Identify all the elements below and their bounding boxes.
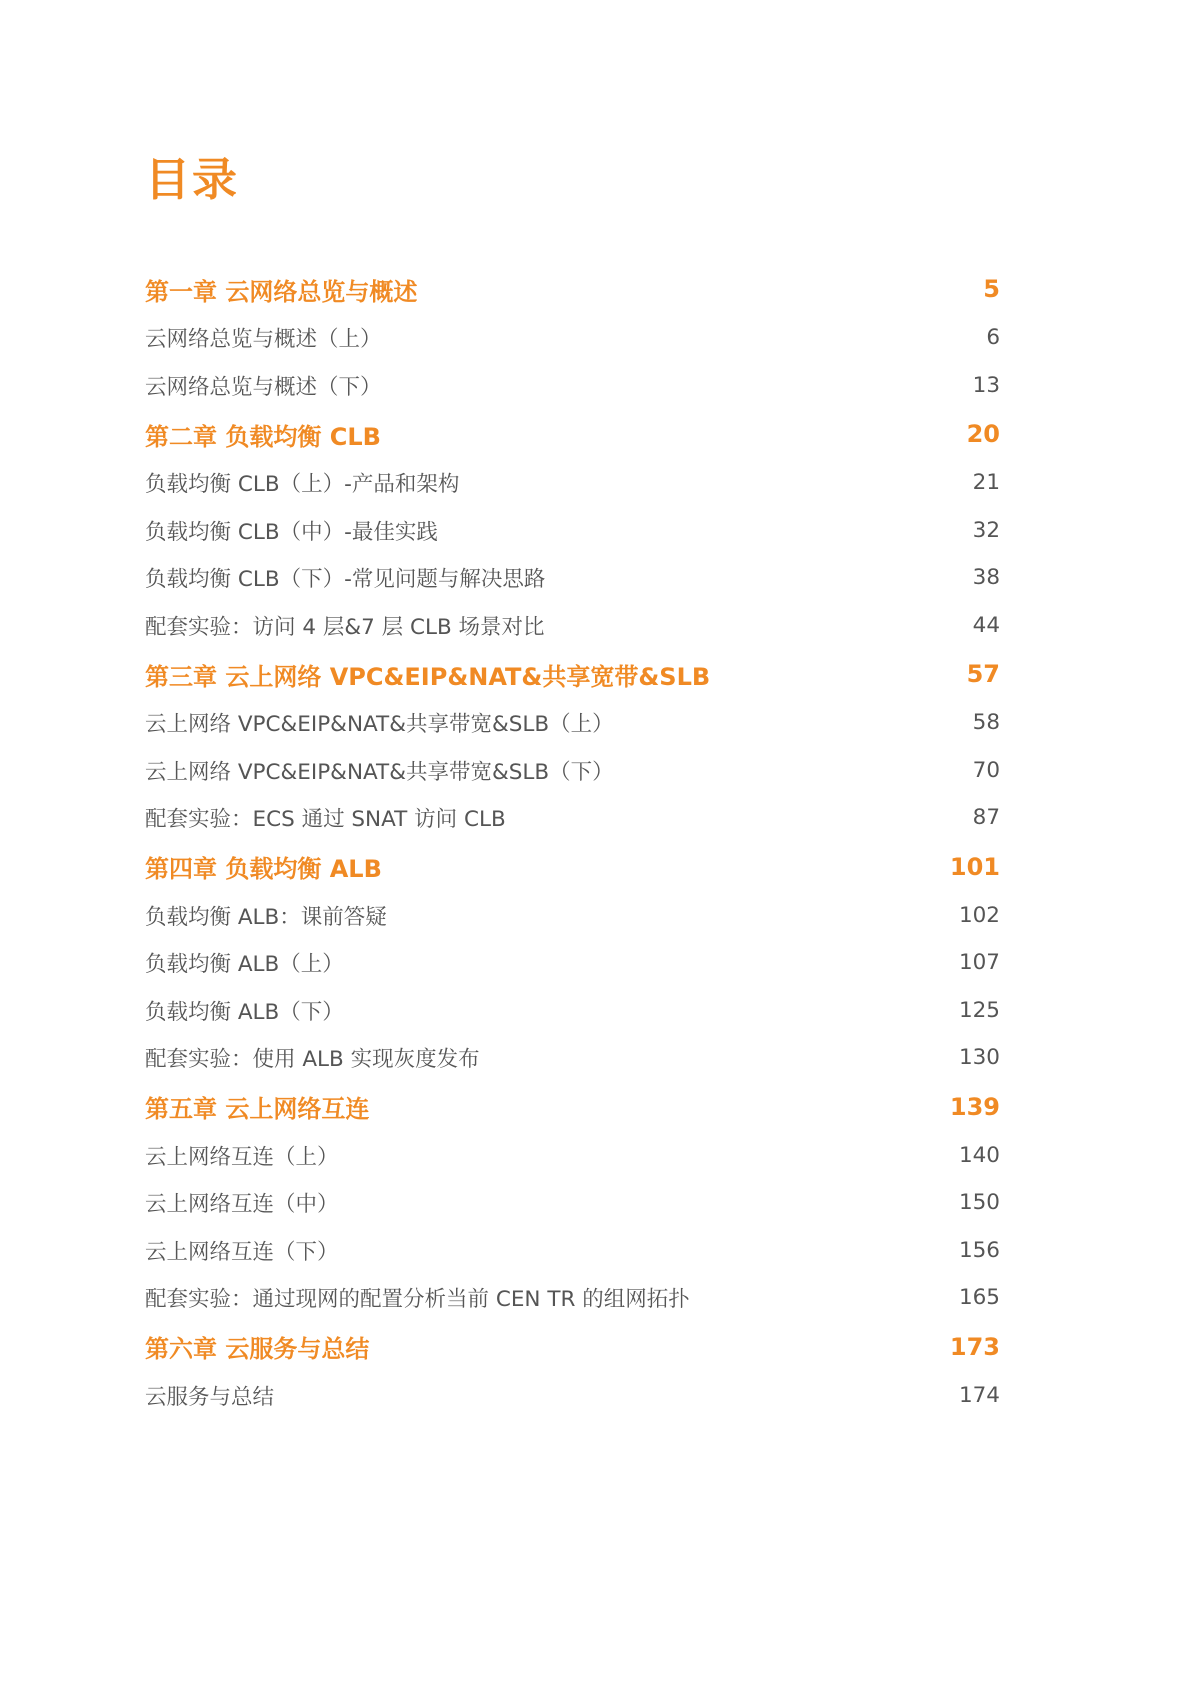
toc-chapter-5[interactable] (145, 1082, 1000, 1132)
toc-section[interactable] (145, 794, 1000, 842)
toc-page-number: 139 (949, 1092, 1000, 1121)
toc-page-number: 6 (986, 325, 1000, 351)
toc-entry-label: 负载均衡 CLB（下）-常见问题与解决思路 (145, 567, 546, 593)
toc-entry-label: 负载均衡 CLB（上）-产品和架构 (145, 472, 460, 498)
toc-entry-label: 云上网络 VPC&EIP&NAT&共享带宽&SLB（上） (145, 712, 614, 738)
toc-entry-label: 负载均衡 CLB（中）-最佳实践 (145, 519, 438, 545)
toc-entry-label: 负载均衡 ALB（上） (145, 952, 344, 978)
toc-entry-label: 云上网络 VPC&EIP&NAT&共享带宽&SLB（下） (145, 759, 614, 785)
toc-entry-label: 第五章 云上网络互连 (145, 1095, 370, 1123)
toc-page-number: 5 (983, 275, 1000, 303)
toc-entry-label: 云上网络互连（中） (145, 1192, 339, 1218)
toc-page-number: 165 (958, 1285, 1000, 1311)
toc-page-number: 44 (972, 612, 1000, 638)
toc-page-number: 87 (972, 805, 1000, 831)
toc-entry-label: 云服务与总结 (145, 1384, 275, 1410)
toc-entry-label: 配套实验：ECS 通过 SNAT 访问 CLB (145, 807, 506, 833)
toc-section[interactable] (145, 1227, 1000, 1275)
toc-entry-label: 云网络总览与概述（下） (145, 374, 382, 400)
toc-chapter-2[interactable] (145, 409, 1000, 459)
toc-section[interactable] (145, 747, 1000, 795)
toc-entry-label: 云网络总览与概述（上） (145, 327, 382, 353)
toc-page-number: 156 (958, 1237, 1000, 1263)
toc-section[interactable] (145, 362, 1000, 410)
toc-entry-label: 云上网络互连（下） (145, 1239, 339, 1265)
toc-entry-label: 负载均衡 ALB：课前答疑 (145, 904, 387, 930)
toc-page-number: 57 (966, 660, 1000, 688)
toc-page-number: 13 (972, 372, 1000, 398)
toc-entry-label: 负载均衡 ALB（下） (145, 999, 344, 1025)
toc-page-number: 102 (958, 902, 1000, 928)
toc-chapter-6[interactable] (145, 1322, 1000, 1372)
toc-page-number: 125 (958, 997, 1000, 1023)
toc-section[interactable] (145, 892, 1000, 940)
toc-entry-label: 第一章 云网络总览与概述 (145, 277, 418, 306)
toc-page-number: 140 (958, 1142, 1000, 1168)
toc-page-number: 32 (972, 517, 1000, 543)
toc-page-number: 174 (958, 1382, 1000, 1408)
toc-entry-label: 第二章 负载均衡 CLB (145, 422, 381, 451)
toc-entry-label: 配套实验：访问 4 层&7 层 CLB 场景对比 (145, 614, 545, 640)
toc-section[interactable] (145, 1372, 1000, 1420)
page-title: 目录 (145, 153, 240, 206)
toc-entry-label: 第三章 云上网络 VPC&EIP&NAT&共享宽带&SLB (145, 662, 711, 691)
toc-section[interactable] (145, 314, 1000, 362)
toc-page-number: 70 (972, 757, 1000, 783)
toc-section[interactable] (145, 507, 1000, 555)
toc-page-number: 150 (958, 1190, 1000, 1216)
toc-chapter-1[interactable] (145, 264, 1000, 314)
toc-chapter-3[interactable] (145, 649, 1000, 699)
toc-page-number: 130 (958, 1045, 1000, 1071)
toc-section[interactable] (145, 1179, 1000, 1227)
toc-page-number: 107 (958, 950, 1000, 976)
toc-entry-label: 第六章 云服务与总结 (145, 1335, 370, 1363)
toc-section[interactable] (145, 554, 1000, 602)
toc-section[interactable] (145, 1034, 1000, 1082)
toc-page-number: 38 (972, 565, 1000, 591)
toc-page-number: 21 (972, 470, 1000, 496)
toc-section[interactable] (145, 939, 1000, 987)
toc-entry-label: 配套实验：使用 ALB 实现灰度发布 (145, 1047, 480, 1073)
toc-entry-label: 云上网络互连（上） (145, 1144, 339, 1170)
toc-section[interactable] (145, 459, 1000, 507)
table-of-contents (145, 264, 1000, 1419)
toc-page-number: 101 (949, 852, 1000, 881)
toc-entry-label: 第四章 负载均衡 ALB (145, 855, 382, 883)
toc-page-number: 173 (949, 1332, 1000, 1361)
toc-chapter-4[interactable] (145, 842, 1000, 892)
toc-page-number: 20 (966, 420, 1000, 448)
toc-entry-label: 配套实验：通过现网的配置分析当前 CEN TR 的组网拓扑 (145, 1287, 690, 1313)
toc-page-number: 58 (972, 710, 1000, 736)
toc-section[interactable] (145, 987, 1000, 1035)
toc-section[interactable] (145, 602, 1000, 650)
toc-section[interactable] (145, 1132, 1000, 1180)
toc-section[interactable] (145, 699, 1000, 747)
toc-section[interactable] (145, 1274, 1000, 1322)
